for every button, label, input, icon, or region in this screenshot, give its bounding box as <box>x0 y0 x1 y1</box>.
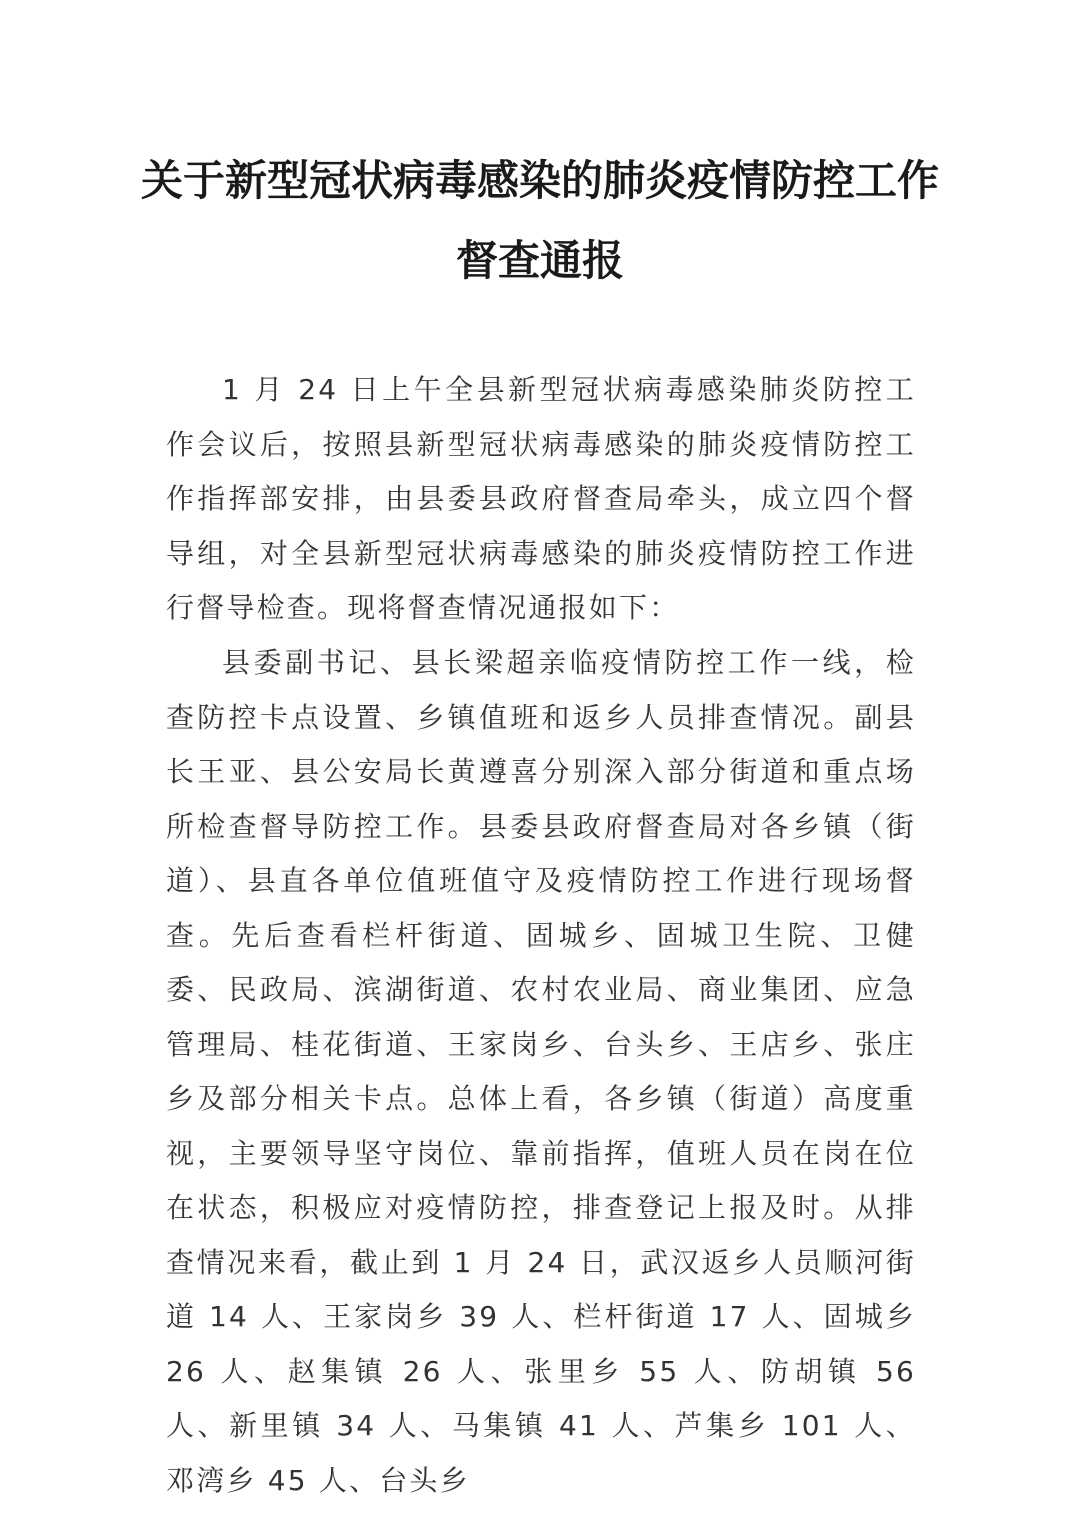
body-paragraph-1: 1 月 24 日上午全县新型冠状病毒感染肺炎防控工作会议后，按照县新型冠状病毒感染的肺炎疫情防控工作指挥部安排，由县委县政府督查局牵头，成立四个督导组，对全县新型冠状病毒感染的肺炎疫情防控工作进行督导检查。现将督查情况通报如下： <box>166 373 916 624</box>
document-title-line-2: 督查通报 <box>455 236 624 285</box>
body-paragraph-2: 县委副书记、县长梁超亲临疫情防控工作一线，检查防控卡点设置、乡镇值班和返乡人员排查情况。副县长王亚、县公安局长黄遵喜分别深入部分街道和重点场所检查督导防控工作。县委县政府督查局对各乡镇（街道）、县直各单位值班值守及疫情防控工作进行现场督查。先后查看栏杆街道、固城乡、固城卫生院、卫健委、民政局、滨湖街道、农村农业局、商业集团、应急管理局、桂花街道、王家岗乡、台头乡、王店乡、张庄乡及部分相关卡点。总体上看，各乡镇（街道）高度重视，主要领导坚守岗位、靠前指挥，值班人员在岗在位在状态，积极应对疫情防控，排查登记上报及时。从排查情况来看，截止到 1 月 24 日，武汉返乡人员顺河街道 14 人、王家岗乡 39 人、栏杆街道 17 人、固城乡 26 人、赵集镇 26 人、张里乡 55 人、防胡镇 56 人、新里镇 34 人、马集镇 41 人、芦集乡 101 人、邓湾乡 45 人、台头乡 <box>166 646 916 1497</box>
document-title-line-1: 关于新型冠状病毒感染的肺炎疫情防控工作 <box>140 156 939 205</box>
